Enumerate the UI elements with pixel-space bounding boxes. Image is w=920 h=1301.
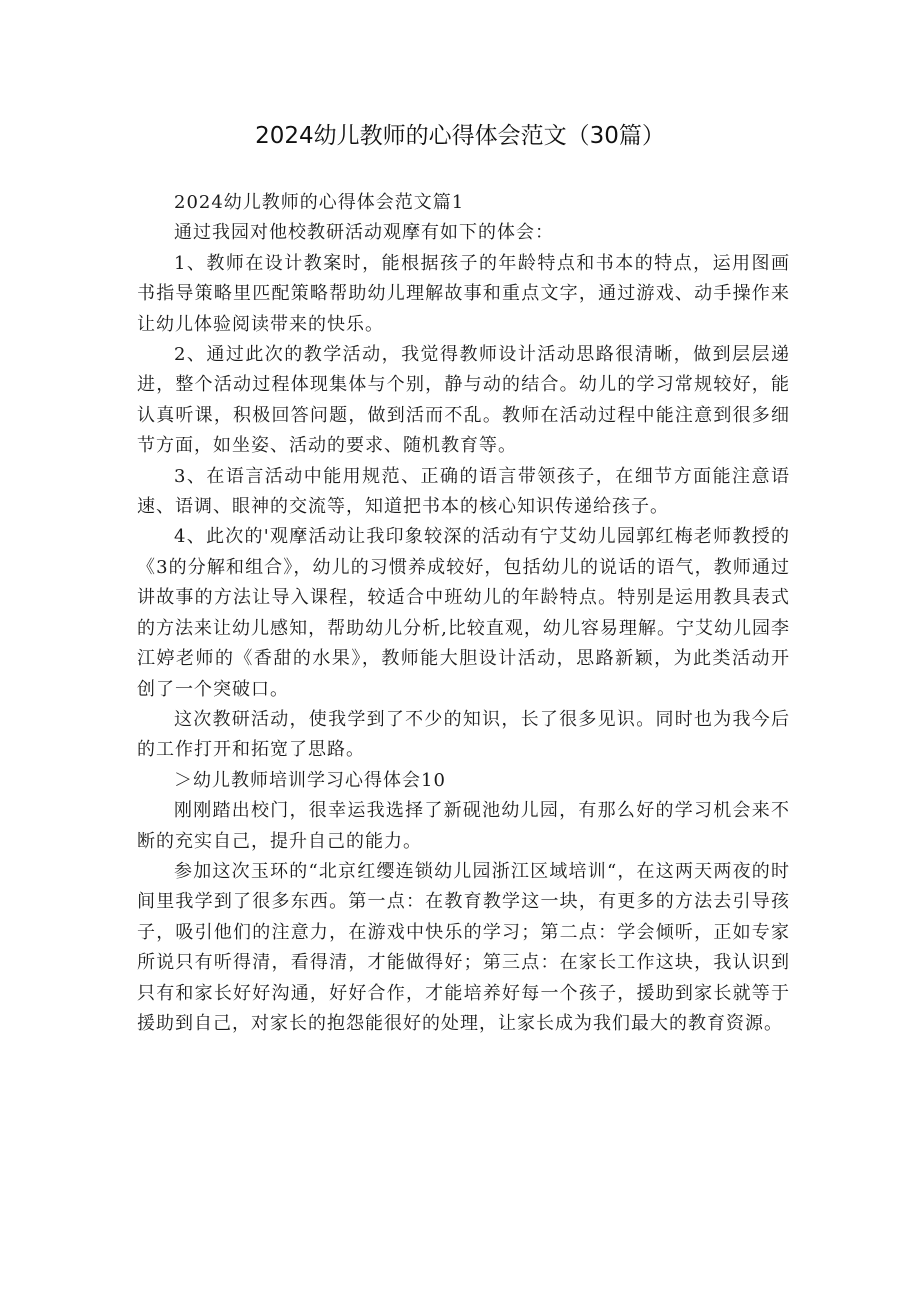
paragraph: 这次教研活动，使我学到了不少的知识，长了很多见识。同时也为我今后的工作打开和拓宽了思路。 — [137, 708, 790, 761]
section-heading: 2024幼儿教师的心得体会范文篇1 — [174, 192, 465, 213]
section-heading: ＞幼儿教师培训学习心得体会10 — [174, 769, 446, 791]
document-body — [137, 188, 790, 1039]
paragraph: 1、教师在设计教案时，能根据孩子的年龄特点和书本的特点，运用图画书指导策略里匹配策略帮助幼儿理解故事和重点文字，通过游戏、动手操作来让幼儿体验阅读带来的快乐。 — [137, 252, 790, 335]
paragraph: 2、通过此次的教学活动，我觉得教师设计活动思路很清晰，做到层层递进，整个活动过程体现集体与个别，静与动的结合。幼儿的学习常规较好，能认真听课，积极回答问题，做到活而不乱。教师在活动过程中能注意到很多细节方面，如坐姿、活动的要求、随机教育等。 — [137, 344, 790, 457]
paragraph: 参加这次玉环的“北京红缨连锁幼儿园浙江区域培训“，在这两天两夜的时间里我学到了很多东西。第一点：在教育教学这一块，有更多的方法去引导孩子，吸引他们的注意力，在游戏中快乐的学习；第二点：学会倾听，正如专家所说只有听得清，看得清，才能做得好；第三点：在家长工作这块，我认识到只有和家长好好沟通，好好合作，才能培养好每一个孩子，援助到家长就等于援助到自己，对家长的抱怨能很好的处理，让家长成为我们最大的教育资源。 — [137, 860, 790, 1034]
paragraph: 通过我园对他校教研活动观摩有如下的体会： — [174, 222, 554, 244]
paragraph: 4、此次的'观摩活动让我印象较深的活动有宁艾幼儿园郭红梅老师教授的《3的分解和组合》，幼儿的习惯养成较好，包括幼儿的说话的语气，教师通过讲故事的方法让导入课程，较适合中班幼儿的年龄特点。特别是运用教具表式的方法来让幼儿感知，帮助幼儿分析,比较直观，幼儿容易理解。宁艾幼儿园李江婷老师的《香甜的水果》，教师能大胆设计活动，思路新颖，为此类活动开创了一个突破口。 — [137, 526, 790, 700]
paragraph: 刚刚踏出校门，很幸运我选择了新砚池幼儿园，有那么好的学习机会来不断的充实自己，提升自己的能力。 — [137, 800, 790, 852]
paragraph: 3、在语言活动中能用规范、正确的语言带领孩子，在细节方面能注意语速、语调、眼神的交流等，知道把书本的核心知识传递给孩子。 — [137, 465, 790, 518]
document-title: 2024幼儿教师的心得体会范文（30篇） — [255, 123, 665, 149]
